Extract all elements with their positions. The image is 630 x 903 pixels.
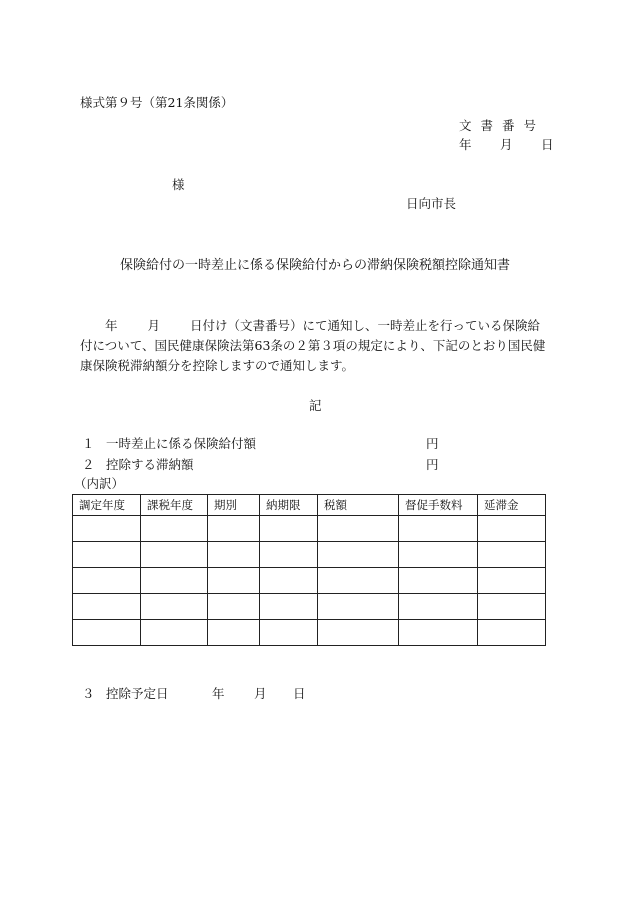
doc-number-label: 文書番号 [459, 118, 546, 133]
col-header-assessment-year: 調定年度 [73, 495, 141, 516]
table-cell [318, 542, 399, 568]
table-cell [478, 542, 546, 568]
breakdown-table [72, 494, 546, 646]
item-2-label: 控除する滞納額 [106, 457, 194, 472]
document-title: 保険給付の一時差止に係る保険給付からの滞納保険税額控除通知書 [119, 258, 510, 273]
item-2-number: ２ [82, 457, 95, 472]
body-paragraph [80, 316, 550, 376]
table-row [73, 594, 546, 620]
item-1-number: １ [82, 436, 95, 451]
col-header-tax-amount: 税額 [318, 495, 399, 516]
table-cell [260, 568, 318, 594]
addressee-suffix: 様 [172, 177, 185, 192]
body-month: 月 [147, 318, 161, 333]
table-cell [399, 594, 478, 620]
table-cell [73, 516, 141, 542]
table-cell [141, 568, 208, 594]
table-cell [260, 594, 318, 620]
table-cell [260, 542, 318, 568]
table-cell [399, 620, 478, 646]
table-cell [318, 620, 399, 646]
date-day: 日 [541, 137, 554, 152]
col-header-due-date: 納期限 [260, 495, 318, 516]
date-month: 月 [500, 137, 513, 152]
item-1-label: 一時差止に係る保険給付額 [106, 436, 257, 451]
table-cell [478, 594, 546, 620]
table-cell [141, 620, 208, 646]
date-year: 年 [459, 137, 472, 152]
item-3-year: 年 [212, 686, 225, 701]
table-cell [399, 542, 478, 568]
ki-heading: 記 [309, 398, 322, 413]
col-header-late-charge: 延滞金 [478, 495, 546, 516]
table-cell [208, 568, 260, 594]
table-header-row [73, 495, 546, 516]
item-3-day: 日 [293, 686, 306, 701]
table-cell [73, 620, 141, 646]
table-cell [208, 594, 260, 620]
col-header-period: 期別 [208, 495, 260, 516]
table-cell [399, 516, 478, 542]
table-cell [478, 568, 546, 594]
body-year: 年 [105, 318, 118, 333]
table-cell [141, 594, 208, 620]
form-id: 様式第９号（第21条関係） [80, 95, 234, 110]
col-header-tax-year: 課税年度 [141, 495, 208, 516]
sender-name: 日向市長 [406, 196, 457, 211]
table-cell [260, 516, 318, 542]
table-cell [208, 516, 260, 542]
table-cell [399, 568, 478, 594]
table-cell [73, 568, 141, 594]
item-3-number: ３ [82, 686, 95, 701]
body-text: 日付け（文書番号）にて通知し、一時差止を行っている保険給付について、国民健康保険法第63条の２第３項の規定により、下記のとおり国民健康保険税滞納額分を控除しますので通知します。 [80, 318, 546, 373]
item-3-label: 控除予定日 [106, 686, 169, 701]
table-cell [73, 542, 141, 568]
table-cell [478, 516, 546, 542]
table-cell [318, 594, 399, 620]
item-2-unit: 円 [426, 457, 439, 472]
col-header-reminder-fee: 督促手数料 [399, 495, 478, 516]
table-cell [141, 516, 208, 542]
table-row [73, 542, 546, 568]
breakdown-label: （内訳） [74, 476, 125, 491]
table-cell [141, 542, 208, 568]
table-row [73, 568, 546, 594]
table-row [73, 620, 546, 646]
table-row [73, 516, 546, 542]
table-cell [208, 542, 260, 568]
item-1-unit: 円 [426, 436, 439, 451]
table-cell [208, 620, 260, 646]
table-cell [318, 516, 399, 542]
item-3-month: 月 [254, 686, 267, 701]
table-cell [318, 568, 399, 594]
table-cell [73, 594, 141, 620]
table-cell [478, 620, 546, 646]
table-cell [260, 620, 318, 646]
